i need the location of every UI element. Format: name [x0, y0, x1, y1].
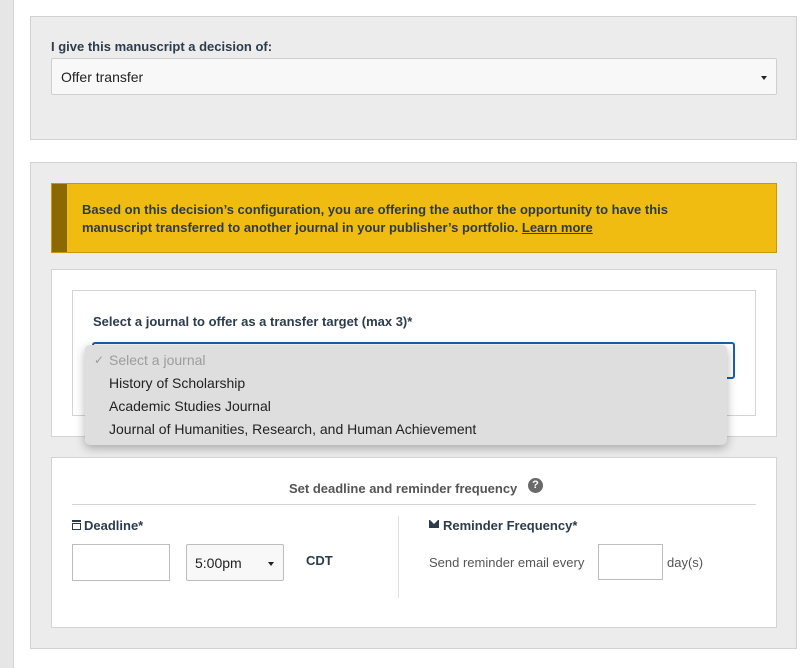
decision-selected-value: Offer transfer	[61, 69, 144, 85]
notice-stripe	[52, 184, 67, 252]
dropdown-option-journal-of-humanities[interactable]: Journal of Humanities, Research, and Human Achievement	[109, 421, 477, 437]
time-selected-value: 5:00pm	[195, 555, 242, 571]
reminder-frequency-label: Reminder Frequency*	[443, 518, 578, 533]
column-divider	[398, 516, 399, 598]
decision-select[interactable]	[51, 58, 777, 95]
calendar-icon	[72, 520, 81, 529]
reminder-days-suffix: day(s)	[667, 555, 704, 570]
dropdown-option-academic-studies-journal[interactable]: Academic Studies Journal	[109, 398, 271, 414]
reminder-prefix-text: Send reminder email every	[429, 555, 585, 570]
dropdown-option-placeholder[interactable]: Select a journal	[109, 352, 206, 368]
help-icon[interactable]: ?	[528, 478, 543, 493]
section-divider	[72, 504, 756, 505]
chevron-down-icon	[268, 562, 274, 566]
journal-select-label: Select a journal to offer as a transfer target (max 3)*	[93, 314, 413, 329]
deadline-label: Deadline*	[84, 518, 144, 533]
deadline-section-title: Set deadline and reminder frequency	[289, 481, 518, 496]
learn-more-link[interactable]: Learn more	[521, 220, 593, 235]
deadline-time-select[interactable]	[186, 544, 284, 581]
journal-dropdown-menu	[85, 345, 727, 445]
reminder-days-input[interactable]	[598, 544, 663, 580]
left-sidebar-edge	[0, 0, 14, 668]
timezone-label: CDT	[306, 553, 333, 568]
envelope-icon	[429, 520, 439, 528]
transfer-notice-banner	[51, 183, 777, 253]
decision-label: I give this manuscript a decision of:	[51, 39, 273, 54]
notice-text	[82, 201, 722, 237]
deadline-date-input[interactable]	[72, 544, 170, 581]
notice-body: Based on this decision’s configuration, you are offering the author the opportunity to have this manuscript transferred to another journal in your publisher’s portfolio.	[82, 202, 669, 235]
chevron-down-icon	[761, 76, 767, 80]
checkmark-icon: ✓	[94, 353, 105, 367]
dropdown-option-history-of-scholarship[interactable]: History of Scholarship	[109, 375, 246, 391]
